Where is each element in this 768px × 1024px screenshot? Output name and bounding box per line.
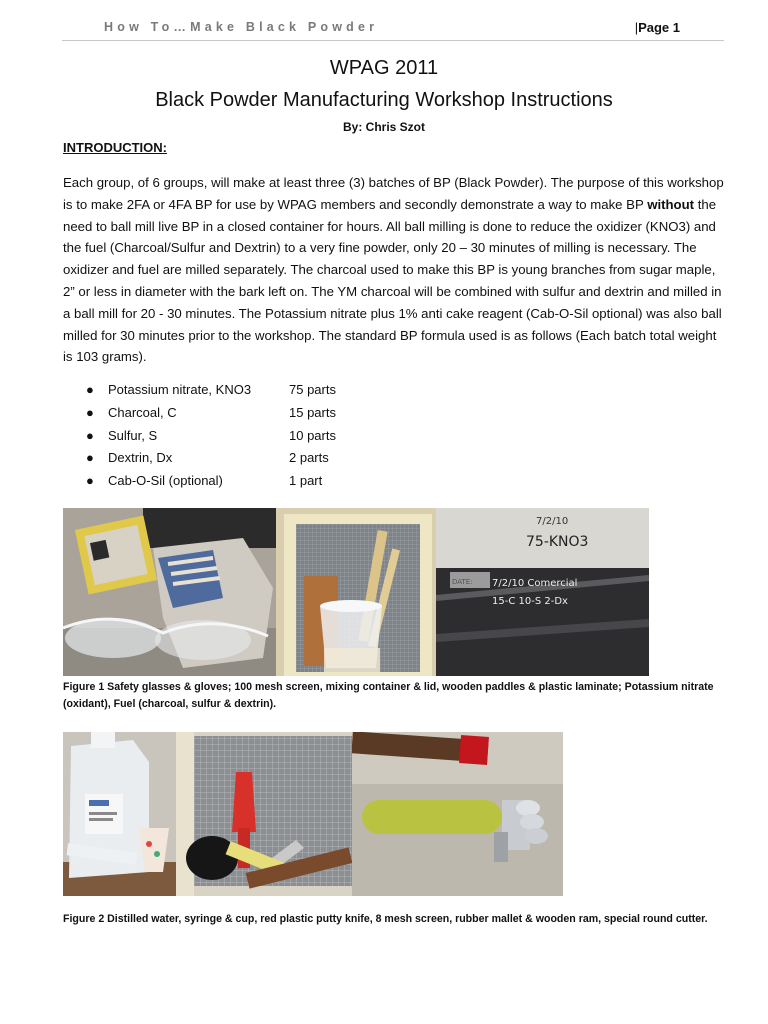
formula-ingredient: Sulfur, S <box>108 427 158 443</box>
bag-kno3-label: 75-KNO3 <box>526 534 589 550</box>
page-separator: | <box>634 20 639 35</box>
bag2-date-label: 7/2/10 Comercial <box>492 578 578 589</box>
bullet-icon: ● <box>86 450 94 466</box>
paragraph-bold: without <box>647 196 695 212</box>
formula-parts: 1 part <box>289 473 323 489</box>
photo-tools-screen <box>176 732 352 896</box>
formula-parts: 75 parts <box>289 382 336 397</box>
header-title: How To…Make Black Powder <box>104 20 379 34</box>
bag-date-prefix: DATE: <box>452 578 473 586</box>
bullet-icon: ● <box>86 427 94 443</box>
formula-ingredient: Charcoal, C <box>108 404 177 420</box>
page-label: Page 1 <box>638 20 680 35</box>
photo-ram-cutter <box>352 732 563 896</box>
tools-screen-illustration <box>176 732 352 896</box>
figure1-caption: Figure 1 Safety glasses & gloves; 100 mesh screen, mixing container & lid, wooden paddles & plastic laminate; Potassium nitrate (oxidant), Fuel (charcoal, sulfur & dextrin). <box>63 681 714 710</box>
formula-parts: 10 parts <box>289 427 336 443</box>
intro-heading: INTRODUCTION: <box>63 140 167 155</box>
chemical-bags-illustration <box>436 508 649 676</box>
water-syringe-illustration <box>63 732 176 896</box>
photo-mesh-screen <box>276 508 436 676</box>
bag-date-label: 7/2/10 <box>536 516 569 527</box>
photo-chemical-bags <box>436 508 649 676</box>
mesh-screen-illustration <box>276 508 436 676</box>
document-subtitle: Black Powder Manufacturing Workshop Instructions <box>155 89 613 111</box>
bullet-icon: ● <box>86 382 94 397</box>
page-header <box>62 18 724 41</box>
photo-water-syringe <box>63 732 176 896</box>
document-title: WPAG 2011 <box>329 57 439 79</box>
formula-parts: 15 parts <box>289 404 336 420</box>
bag2-fuel-label: 15-C 10-S 2-Dx <box>492 596 568 607</box>
bullet-icon: ● <box>86 404 94 420</box>
paragraph-text-2: the need to ball mill live BP in a closed container for hours. All ball milling is done to reduce the oxidizer (KNO3) and the fuel (Charcoal/Sulfur and Dextrin) to a very fine powder, only 20 – 30 minutes of milling is necessary. The oxidizer and fuel are milled separately. The charcoal used to make this BP is young branches from sugar maple, 2” or less in diameter with the bark left on. The YM charcoal will be combined with sulfur and dextrin and milled in a ball mill for 20 - 30 minutes. The Potassium nitrate plus 1% anti cake reagent (Cab-O-Sil optional) was also ball milled for 30 minutes prior to the workshop. The standard BP formula used is as follows (Each batch total weight is 103 grams). <box>63 196 722 365</box>
formula-parts: 2 parts <box>289 450 329 466</box>
safety-gear-illustration <box>63 508 276 676</box>
formula-ingredient: Dextrin, Dx <box>108 450 173 466</box>
ram-cutter-illustration <box>352 732 563 896</box>
photo-safety-gear <box>63 508 276 676</box>
bullet-icon: ● <box>86 473 94 489</box>
formula-ingredient: Potassium nitrate, KNO3 <box>108 382 252 397</box>
intro-paragraph <box>63 172 725 368</box>
byline: By: Chris Szot <box>342 120 425 134</box>
formula-ingredient: Cab-O-Sil (optional) <box>108 473 223 489</box>
paragraph-text-1: Each group, of 6 groups, will make at least three (3) batches of BP (Black Powder). The purpose of this workshop is to make 2FA or 4FA BP for use by WPAG members and secondly demonstrate a way to make BP <box>63 175 724 212</box>
page-number <box>635 20 680 35</box>
figure2-caption: Figure 2 Distilled water, syringe & cup, red plastic putty knife, 8 mesh screen, rubber mallet & wooden ram, special round cutter. <box>63 913 708 925</box>
